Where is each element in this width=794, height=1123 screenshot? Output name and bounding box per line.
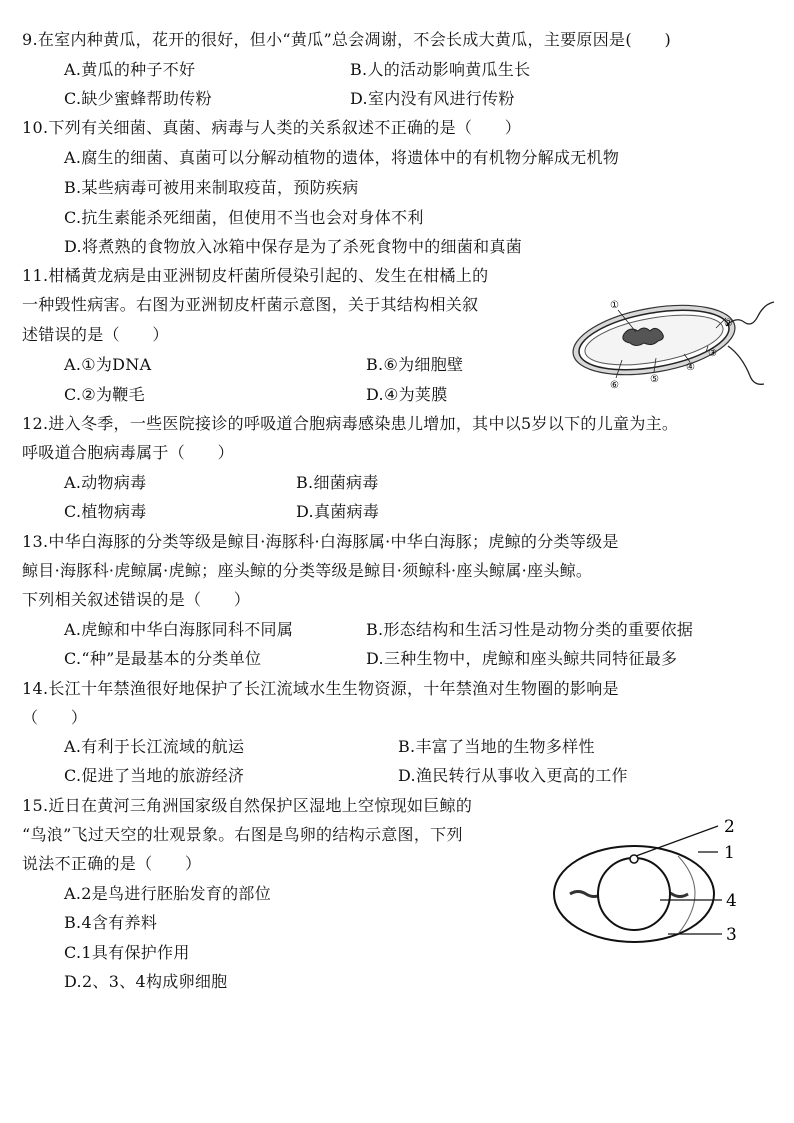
q15-option-d: D.2、3、4构成卵细胞 <box>64 972 228 991</box>
question-13-stem-line-3: 下列相关叙述错误的是（ ） <box>22 590 251 609</box>
q14-option-c: C.促进了当地的旅游经济 <box>64 766 245 785</box>
question-13-stem-line-2: 鲸目·海豚科·虎鲸属·虎鲸；座头鲸的分类等级是鲸目·须鲸科·座头鲸属·座头鲸。 <box>22 561 593 580</box>
question-11-stem-line-3: 述错误的是（ ） <box>22 325 169 344</box>
q13-option-a: A.虎鲸和中华白海豚同科不同属 <box>64 620 294 639</box>
q13-option-d: D.三种生物中，虎鲸和座头鲸共同特征最多 <box>366 649 678 668</box>
question-13-stem-line-1: 13.中华白海豚的分类等级是鲸目·海豚科·白海豚属·中华白海豚；虎鲸的分类等级是 <box>22 532 619 551</box>
q10-option-d: D.将煮熟的食物放入冰箱中保存是为了杀死食物中的细菌和真菌 <box>64 237 523 256</box>
q15-option-c: C.1具有保护作用 <box>64 943 190 962</box>
bacterium-diagram <box>566 288 780 392</box>
q10-option-b: B.某些病毒可被用来制取疫苗，预防疾病 <box>64 178 359 197</box>
q12-option-b: B.细菌病毒 <box>296 473 379 492</box>
question-10-stem: 10.下列有关细菌、真菌、病毒与人类的关系叙述不正确的是（ ） <box>22 118 522 137</box>
q14-option-a: A.有利于长江流域的航运 <box>64 737 245 756</box>
q10-option-a: A.腐生的细菌、真菌可以分解动植物的遗体，将遗体中的有机物分解成无机物 <box>64 148 620 167</box>
bacterium-label-6: ⑥ <box>610 380 619 391</box>
q9-option-d: D.室内没有风进行传粉 <box>350 89 515 108</box>
question-15-stem-line-2: “鸟浪”飞过天空的壮观景象。右图是鸟卵的结构示意图，下列 <box>22 825 463 844</box>
egg-label-1: 1 <box>724 843 735 863</box>
q11-option-c: C.②为鞭毛 <box>64 385 145 404</box>
q15-option-a: A.2是鸟进行胚胎发育的部位 <box>64 884 272 903</box>
question-9-stem: 9.在室内种黄瓜，花开的很好，但小“黄瓜”总会凋谢，不会长成大黄瓜，主要原因是( ) <box>22 30 672 49</box>
q11-option-d: D.④为荚膜 <box>366 385 448 404</box>
q11-option-b: B.⑥为细胞壁 <box>366 355 464 374</box>
q12-option-d: D.真菌病毒 <box>296 502 380 521</box>
q9-option-b: B.人的活动影响黄瓜生长 <box>350 60 531 79</box>
bacterium-label-4: ④ <box>686 362 695 373</box>
q10-option-c: C.抗生素能杀死细菌，但使用不当也会对身体不利 <box>64 208 424 227</box>
q9-option-c: C.缺少蜜蜂帮助传粉 <box>64 89 212 108</box>
q12-option-a: A.动物病毒 <box>64 473 147 492</box>
q13-option-b: B.形态结构和生活习性是动物分类的重要依据 <box>366 620 694 639</box>
egg-label-3: 3 <box>726 925 737 945</box>
egg-label-4: 4 <box>726 891 737 911</box>
question-12-stem-line-1: 12.进入冬季，一些医院接诊的呼吸道合胞病毒感染患儿增加，其中以5岁以下的儿童为主。 <box>22 414 679 433</box>
q14-option-b: B.丰富了当地的生物多样性 <box>398 737 595 756</box>
question-14-stem-line-1: 14.长江十年禁渔很好地保护了长江流域水生生物资源，十年禁渔对生物圈的影响是 <box>22 679 619 698</box>
q15-option-b: B.4含有养料 <box>64 913 158 932</box>
question-15-stem-line-1: 15.近日在黄河三角洲国家级自然保护区湿地上空惊现如巨鲸的 <box>22 796 473 815</box>
bacterium-label-1: ① <box>610 300 619 311</box>
q12-option-c: C.植物病毒 <box>64 502 147 521</box>
question-15-stem-line-3: 说法不正确的是（ ） <box>22 854 202 873</box>
bacterium-label-3: ③ <box>708 348 717 359</box>
egg-label-2: 2 <box>724 817 735 837</box>
q9-option-a: A.黄瓜的种子不好 <box>64 60 196 79</box>
bacterium-label-5: ⑤ <box>650 374 659 385</box>
question-14-stem-line-2: （ ） <box>22 708 88 727</box>
question-11-stem-line-2: 一种毁性病害。右图为亚洲韧皮杆菌示意图，关于其结构相关叙 <box>22 295 479 314</box>
q14-option-d: D.渔民转行从事收入更高的工作 <box>398 766 628 785</box>
question-11-stem-line-1: 11.柑橘黄龙病是由亚洲韧皮杆菌所侵染引起的、发生在柑橘上的 <box>22 266 489 285</box>
question-12-stem-line-2: 呼吸道合胞病毒属于（ ） <box>22 443 234 462</box>
bacterium-label-2: ② <box>724 318 733 329</box>
bird-egg-diagram <box>548 812 774 948</box>
q13-option-c: C.“种”是最基本的分类单位 <box>64 649 262 668</box>
q11-option-a: A.①为DNA <box>64 355 152 374</box>
